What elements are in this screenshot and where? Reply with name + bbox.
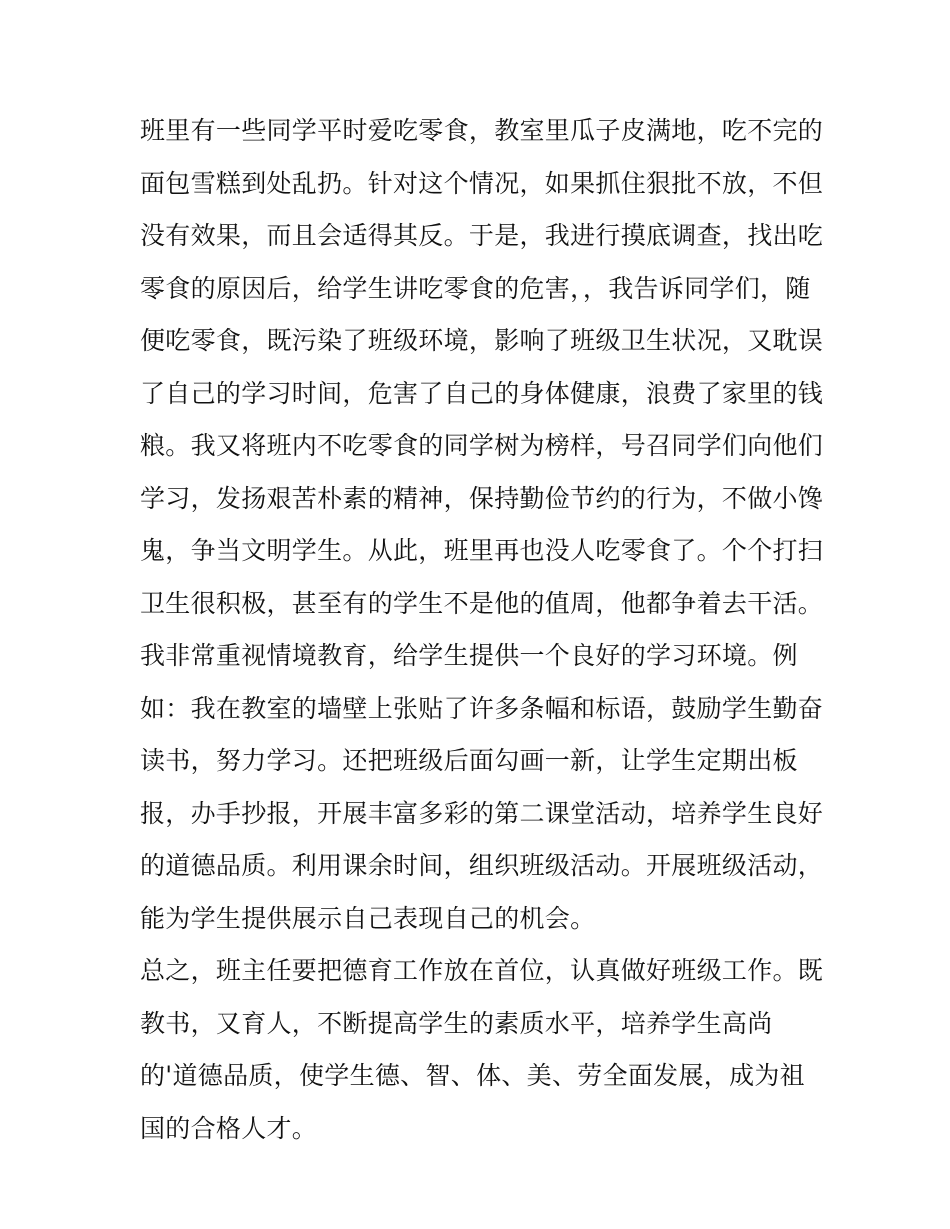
text-line: 报，办手抄报，开展丰富多彩的第二课堂活动，培养学生良好	[140, 798, 824, 828]
text-line: 总之，班主任要把德育工作放在首位，认真做好班级工作。既	[140, 956, 824, 985]
text-line: 零食的原因后，给学生讲吃零食的危害，，我告诉同学们，随	[140, 273, 811, 303]
text-line: 鬼，争当文明学生。从此，班里再也没人吃零食了。个个打扫	[140, 536, 824, 565]
body-text	[140, 105, 840, 1155]
text-line: 卫生很积极，甚至有的学生不是他的值周，他都争着去干活。	[140, 588, 824, 618]
text-line: 国的合格人才。	[140, 1113, 318, 1143]
text-line: 没有效果，而且会适得其反。于是，我进行摸底调查，找出吃	[140, 221, 824, 250]
text-line: 的'道德品质，使学生德、智、体、美、劳全面发展，成为祖	[140, 1061, 805, 1090]
text-line: 我非常重视情境教育，给学生提供一个良好的学习环境。例	[140, 641, 798, 670]
text-line: 学习，发扬艰苦朴素的精神，保持勤俭节约的行为，不做小馋	[140, 483, 824, 513]
text-line: 班里有一些同学平时爱吃零食，教室里瓜子皮满地，吃不完的	[140, 116, 824, 145]
text-line: 便吃零食，既污染了班级环境，影响了班级卫生状况，又耽误	[140, 326, 824, 355]
text-line: 读书，努力学习。还把班级后面勾画一新，让学生定期出板	[140, 746, 798, 775]
text-line: 粮。我又将班内不吃零食的同学树为榜样，号召同学们向他们	[140, 431, 824, 460]
text-line: 了自己的学习时间，危害了自己的身体健康，浪费了家里的钱	[140, 378, 824, 408]
text-line: 面包雪糕到处乱扔。针对这个情况，如果抓住狠批不放，不但	[140, 168, 824, 198]
text-line: 的道德品质。利用课余时间，组织班级活动。开展班级活动，	[140, 851, 824, 880]
text-line: 如：我在教室的墙壁上张贴了许多条幅和标语，鼓励学生勤奋	[140, 693, 824, 723]
text-line: 教书，又育人，不断提高学生的素质水平，培养学生高尚	[140, 1008, 773, 1038]
text-line: 能为学生提供展示自己表现自己的机会。	[140, 903, 596, 933]
